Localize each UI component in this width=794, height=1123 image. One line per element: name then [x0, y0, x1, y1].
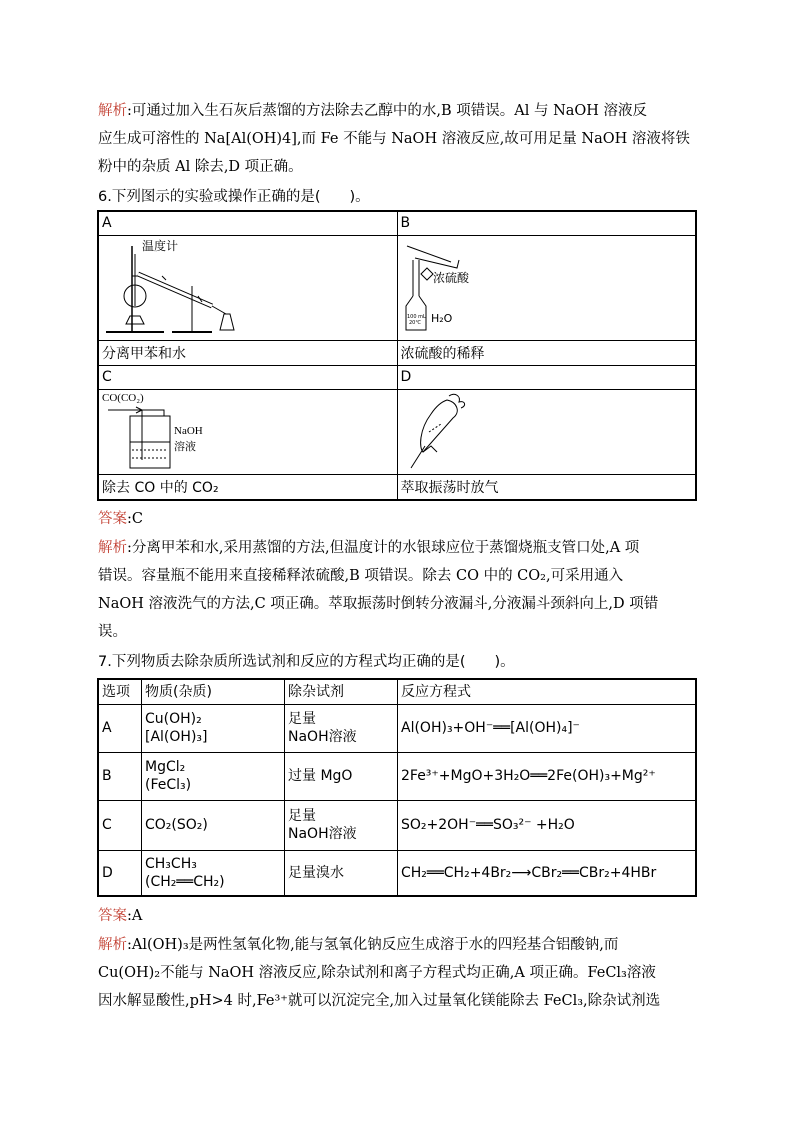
svg-text:100 mL: 100 mL [406, 313, 426, 320]
header-substance: 物质(杂质) [142, 679, 285, 704]
option-b-figure [397, 235, 696, 340]
option-c-caption: 除去 CO 中的 CO₂ [98, 474, 397, 500]
table-row: C CO₂(SO₂) 足量 NaOH溶液 SO₂+2OH⁻══SO₃²⁻ +H₂O [98, 800, 696, 850]
question-7-stem: 7.下列物质去除杂质所选试剂和反应的方程式均正确的是( )。 [98, 654, 515, 670]
water-label: H₂O [430, 311, 452, 325]
svg-text:20℃: 20℃ [408, 319, 421, 326]
solution-label: 溶液 [174, 439, 196, 453]
table-row: D CH₃CH₃ (CH₂══CH₂) 足量溴水 CH₂══CH₂+4Br₂⟶CBr₂══CBr₂+4HBr [98, 850, 696, 896]
q6-analysis-line-4: 误。 [98, 624, 127, 640]
option-d-letter: D [397, 365, 696, 389]
q7-analysis-line-1: 解析:Al(OH)₃是两性氢氧化物,能与氢氧化钠反应生成溶于水的四羟基合铝酸钠,而 [98, 937, 619, 953]
option-d-figure [397, 389, 696, 474]
q7-analysis-line-3: 因水解显酸性,pH>4 时,Fe³⁺就可以沉淀完全,加入过量氧化镁能除去 FeCl₃,除杂试剂选 [98, 993, 661, 1009]
option-b-letter: B [397, 211, 696, 235]
question-7-answer: 答案:A [98, 908, 143, 924]
table-row: A Cu(OH)₂ [Al(OH)₃] 足量 NaOH溶液 Al(OH)₃+OH⁻══[Al(OH)₄]⁻ [98, 704, 696, 752]
analysis-label: 解析 [98, 103, 127, 119]
option-b-caption: 浓硫酸的稀释 [397, 340, 696, 365]
question-6-stem: 6.下列图示的实验或操作正确的是( )。 [98, 189, 370, 205]
separatory-funnel-figure [401, 390, 481, 470]
header-option: 选项 [98, 679, 142, 704]
q6-analysis-line-1: 解析:分离甲苯和水,采用蒸馏的方法,但温度计的水银球应位于蒸馏烧瓶支管口处,A 项 [98, 540, 640, 556]
question-6-table [97, 210, 697, 501]
intro-line-3: 粉中的杂质 Al 除去,D 项正确。 [98, 159, 303, 175]
q6-analysis-line-2: 错误。容量瓶不能用来直接稀释浓硫酸,B 项错误。除去 CO 中的 CO₂,可采用通入 [98, 568, 624, 584]
gas-washing-bottle-figure [102, 390, 242, 470]
option-c-figure [98, 389, 397, 474]
question-7-table [97, 678, 697, 897]
header-reagent: 除杂试剂 [285, 679, 398, 704]
option-a-figure [98, 235, 397, 340]
option-a-letter: A [98, 211, 397, 235]
intro-line-1: 解析:可通过加入生石灰后蒸馏的方法除去乙醇中的水,B 项错误。Al 与 NaOH 溶液反 [98, 103, 648, 119]
distillation-apparatus-figure [102, 236, 282, 336]
dilution-figure [401, 236, 521, 336]
q6-analysis-line-3: NaOH 溶液洗气的方法,C 项正确。萃取振荡时倒转分液漏斗,分液漏斗颈斜向上,D 项错 [98, 596, 659, 612]
option-d-caption: 萃取振荡时放气 [397, 474, 696, 500]
table-row: B MgCl₂ (FeCl₃) 过量 MgO 2Fe³⁺+MgO+3H₂O══2Fe(OH)₃+Mg²⁺ [98, 752, 696, 800]
q7-analysis-line-2: Cu(OH)₂不能与 NaOH 溶液反应,除杂试剂和离子方程式均正确,A 项正确。FeCl₃溶液 [98, 965, 656, 981]
option-a-caption: 分离甲苯和水 [98, 340, 397, 365]
intro-line-2: 应生成可溶性的 Na[Al(OH)4],而 Fe 不能与 NaOH 溶液反应,故可用足量 NaOH 溶液将铁 [98, 131, 690, 147]
conc-sulfuric-acid-label: 浓硫酸 [432, 270, 469, 285]
gas-mixture-label: CO(CO₂) [102, 391, 144, 404]
naoh-label: NaOH [174, 424, 203, 437]
question-6-answer: 答案:C [98, 511, 143, 527]
thermometer-label: 温度计 [142, 238, 179, 253]
option-c-letter: C [98, 365, 397, 389]
header-equation: 反应方程式 [398, 679, 697, 704]
